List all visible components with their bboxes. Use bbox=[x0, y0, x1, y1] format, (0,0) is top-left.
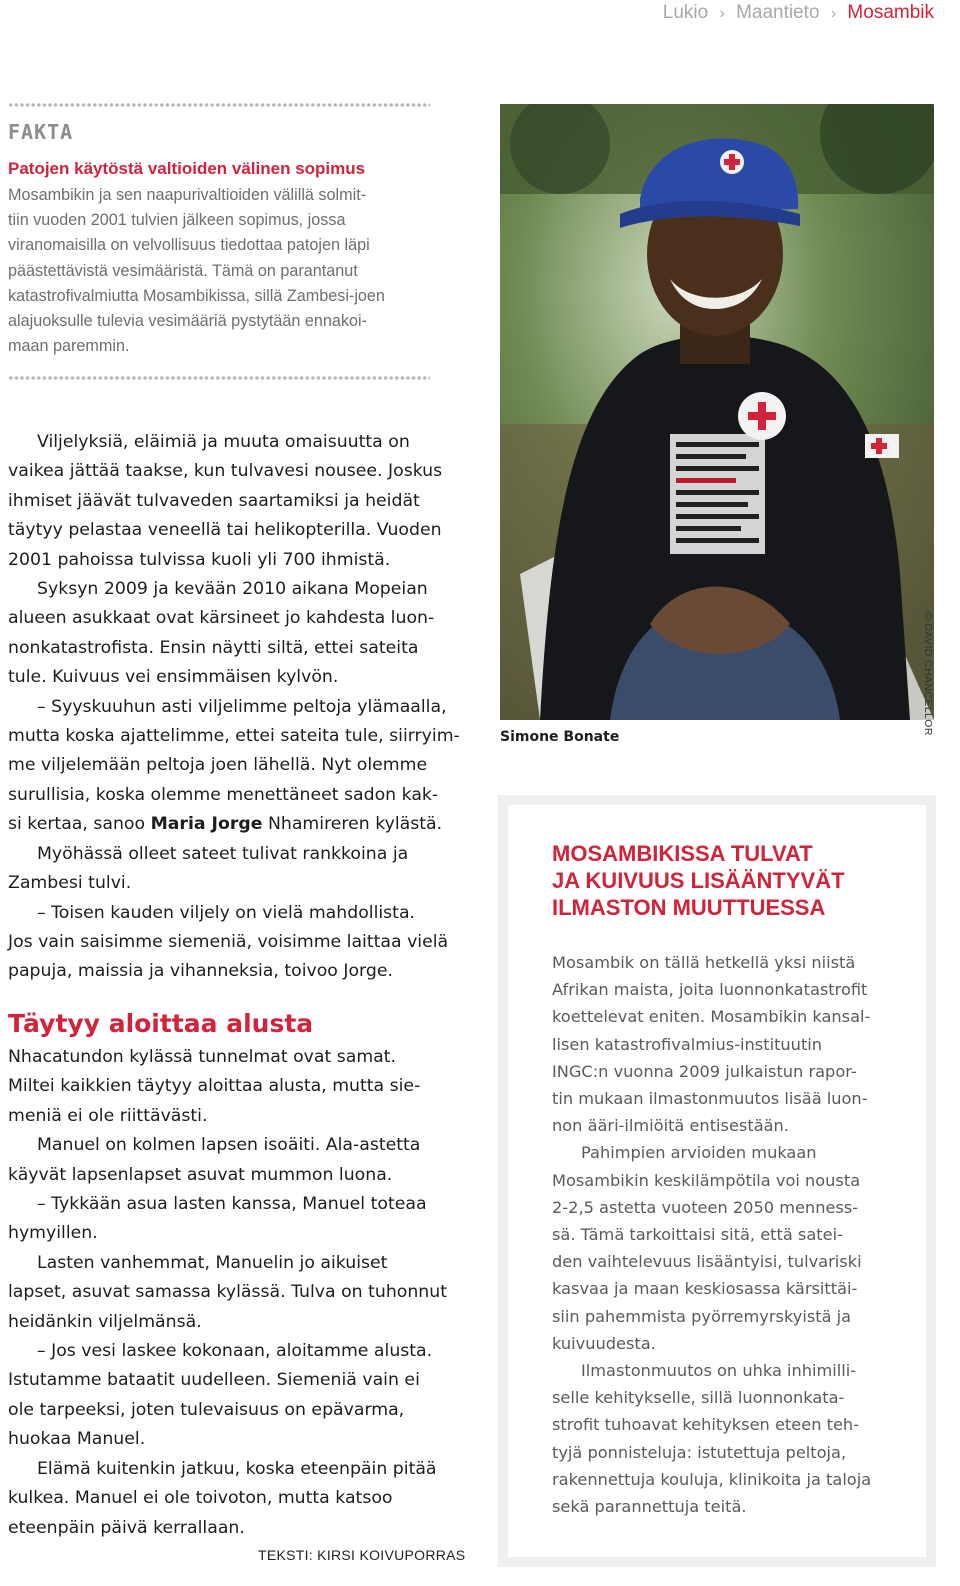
paragraph-line bbox=[8, 810, 448, 839]
info-box-line: kuivuudesta. bbox=[552, 1333, 656, 1353]
info-box-line: non ääri-ilmiöitä entisestään. bbox=[552, 1116, 789, 1136]
paragraph-line: eteenpäin päivä kerrallaan. bbox=[8, 1517, 245, 1538]
dotted-divider-top bbox=[8, 102, 430, 108]
paragraph-line: Istutamme bataatit uudelleen. Siemeniä vain ei bbox=[8, 1370, 420, 1391]
info-box-line: den vaihtelevuus lisääntyisi, tulvariski bbox=[552, 1252, 862, 1272]
info-box-line: tin mukaan ilmastonmuutos lisää luon- bbox=[552, 1089, 868, 1109]
info-box-line: sä. Tämä tarkoittaisi sitä, että satei- bbox=[552, 1225, 843, 1245]
paragraph-line: vaikea jättää taakse, kun tulvavesi nousee. Joskus bbox=[8, 461, 443, 482]
fakta-title: Patojen käytöstä valtioiden välinen sopimus bbox=[8, 159, 366, 178]
quote-end-post: Nhamireren kylästä. bbox=[262, 814, 443, 835]
fakta-line: Mosambikin ja sen naapurivaltioiden välillä solmit- bbox=[8, 186, 367, 204]
paragraph-line: nonkatastrofista. Ensin näytti siltä, ettei sateita bbox=[8, 637, 419, 658]
paragraph-line: tule. Kuivuus vei ensimmäisen kylvön. bbox=[8, 667, 339, 688]
photo-credit: © DAVID CHANCELLOR bbox=[922, 612, 934, 736]
paragraph-line: Elämä kuitenkin jatkuu, koska eteenpäin pitää bbox=[37, 1458, 437, 1479]
info-box-title bbox=[552, 840, 845, 921]
info-box-line: kasvaa ja maan keskiosassa kärsittäi- bbox=[552, 1279, 858, 1299]
info-box-line: Pahimpien arvioiden mukaan bbox=[581, 1143, 817, 1163]
info-box-line: sekä parannettuja teitä. bbox=[552, 1497, 747, 1517]
info-box-title-line: JA KUIVUUS LISÄÄNTYVÄT bbox=[552, 868, 845, 893]
breadcrumb-item-mosambik: Mosambik bbox=[847, 2, 934, 23]
info-box-line: INGC:n vuonna 2009 julkaistun rapor- bbox=[552, 1061, 857, 1081]
article-body-part1 bbox=[8, 428, 460, 987]
chevron-right-icon: › bbox=[719, 5, 725, 22]
fakta-body bbox=[8, 183, 438, 359]
paragraph-line: heidänkin viljelmänsä. bbox=[8, 1311, 202, 1332]
fakta-line: maan paremmin. bbox=[8, 337, 130, 356]
fakta-line: viranomaisilla on velvollisuus tiedottaa patojen läpi bbox=[8, 236, 370, 255]
dotted-divider-bottom bbox=[8, 375, 430, 381]
paragraph-line: lapset, asuvat samassa kylässä. Tulva on tuhonnut bbox=[8, 1282, 447, 1303]
paragraph-line: – Syyskuuhun asti viljelimme peltoja ylämaalla, bbox=[37, 696, 447, 717]
paragraph-line: Myöhässä olleet sateet tulivat rankkoina ja bbox=[37, 843, 409, 864]
portrait-illustration bbox=[500, 104, 934, 736]
paragraph-line: Jos vain saisimme siemeniä, voisimme laittaa vielä bbox=[8, 931, 449, 952]
fakta-label: FAKTA bbox=[8, 120, 74, 144]
photo-caption: Simone Bonate bbox=[500, 729, 620, 745]
info-box-line: selle kehitykselle, sillä luonnonkata- bbox=[552, 1388, 845, 1408]
paragraph-line: Miltei kaikkien täytyy aloittaa alusta, mutta sie- bbox=[8, 1076, 421, 1097]
fakta-line: päästettävistä vesimääristä. Tämä on parantanut bbox=[8, 261, 358, 280]
paragraph-line: käyvät lapsenlapset asuvat mummon luona. bbox=[8, 1164, 393, 1185]
paragraph-line: surullisia, koska olemme menettäneet sadon kak- bbox=[8, 784, 439, 805]
info-box-line: Mosambik on tällä hetkellä yksi niistä bbox=[552, 953, 856, 972]
paragraph-line: – Toisen kauden viljely on vielä mahdollista. bbox=[37, 902, 416, 923]
paragraph-line: Viljelyksiä, eläimiä ja muuta omaisuutta on bbox=[37, 432, 410, 452]
info-box-line: siin pahemmista pyörremyrskyistä ja bbox=[552, 1306, 852, 1326]
chevron-right-icon: › bbox=[830, 5, 837, 22]
info-box-line: Ilmastonmuutos on uhka inhimilli- bbox=[581, 1361, 857, 1381]
quote-name: Maria Jorge bbox=[150, 814, 263, 835]
breadcrumb-item-lukio[interactable]: Lukio bbox=[662, 2, 709, 23]
breadcrumb bbox=[663, 2, 934, 24]
paragraph-line: ole tarpeeksi, joten tulevaisuus on epävarma, bbox=[8, 1399, 405, 1420]
info-box-body bbox=[552, 949, 912, 1520]
paragraph-line: papuja, maissia ja vihanneksia, toivoo Jorge. bbox=[8, 961, 393, 982]
paragraph-line: täytyy pelastaa veneellä tai helikopterilla. Vuoden bbox=[8, 520, 442, 541]
info-box-line: koettelevat eniten. Mosambikin kansal- bbox=[552, 1007, 871, 1027]
paragraph-line: Lasten vanhemmat, Manuelin jo aikuiset bbox=[37, 1252, 388, 1273]
info-box-line: strofit tuhoavat kehityksen eteen teh- bbox=[552, 1415, 860, 1435]
breadcrumb-item-maantieto[interactable]: Maantieto bbox=[736, 2, 820, 23]
paragraph-line: meniä ei ole riittävästi. bbox=[8, 1105, 208, 1126]
info-box-line: 2-2,5 astetta vuoteen 2050 menness- bbox=[552, 1197, 859, 1217]
info-box-line: Afrikan maista, joita luonnonkatastrofit bbox=[552, 980, 868, 1000]
paragraph-line: Manuel on kolmen lapsen isoäiti. Ala-astetta bbox=[37, 1135, 421, 1156]
fakta-line: tiin vuoden 2001 tulvien jälkeen sopimus, jossa bbox=[8, 211, 346, 230]
info-box-line: tyjä ponnisteluja: istutettuja peltoja, bbox=[552, 1442, 847, 1462]
section-heading: Täytyy aloittaa alusta bbox=[8, 1009, 314, 1038]
info-box-line: Mosambikin keskilämpötila voi nousta bbox=[552, 1170, 861, 1190]
fakta-line: katastrofivalmiutta Mosambikissa, sillä Zambesi-joen bbox=[8, 286, 385, 305]
article-body-part2 bbox=[8, 1043, 448, 1543]
fakta-line: alajuoksulle tulevia vesimääriä pystytään ennakoi- bbox=[8, 312, 368, 331]
paragraph-line: Syksyn 2009 ja kevään 2010 aikana Mopeian bbox=[37, 579, 428, 600]
paragraph-line: me viljelemään peltoja joen lähellä. Nyt olemme bbox=[8, 755, 428, 776]
info-box-line: rakennettuja kouluja, klinikoita ja taloja bbox=[552, 1469, 872, 1489]
paragraph-line: hymyillen. bbox=[8, 1223, 98, 1244]
paragraph-line: – Jos vesi laskee kokonaan, aloitamme alusta. bbox=[37, 1341, 433, 1362]
info-box-line: lisen katastrofivalmius-instituutin bbox=[552, 1034, 823, 1054]
paragraph-line: ihmiset jäävät tulvaveden saartamiksi ja heidät bbox=[8, 490, 420, 511]
paragraph-line: alueen asukkaat ovat kärsineet jo kahdesta luon- bbox=[8, 608, 435, 629]
paragraph-line: mutta koska ajattelimme, ettei sateita tule, siirryim- bbox=[8, 726, 460, 747]
paragraph-line: huokaa Manuel. bbox=[8, 1429, 146, 1450]
paragraph-line: Zambesi tulvi. bbox=[8, 873, 132, 894]
paragraph-line: kulkea. Manuel ei ole toivoton, mutta katsoo bbox=[8, 1488, 393, 1509]
paragraph-line: Nhacatundon kylässä tunnelmat ovat samat. bbox=[8, 1047, 397, 1067]
info-box-title-line: ILMASTON MUUTTUESSA bbox=[552, 895, 826, 920]
portrait-photo bbox=[500, 104, 934, 736]
paragraph-line: – Tykkään asua lasten kanssa, Manuel toteaa bbox=[37, 1194, 427, 1215]
paragraph-line: 2001 pahoissa tulvissa kuoli yli 700 ihmistä. bbox=[8, 549, 391, 570]
info-box-title-line: MOSAMBIKISSA TULVAT bbox=[552, 841, 813, 866]
quote-end-pre: si kertaa, sanoo bbox=[8, 814, 151, 835]
author-credit: TEKSTI: KIRSI KOIVUPORRAS bbox=[258, 1547, 466, 1563]
